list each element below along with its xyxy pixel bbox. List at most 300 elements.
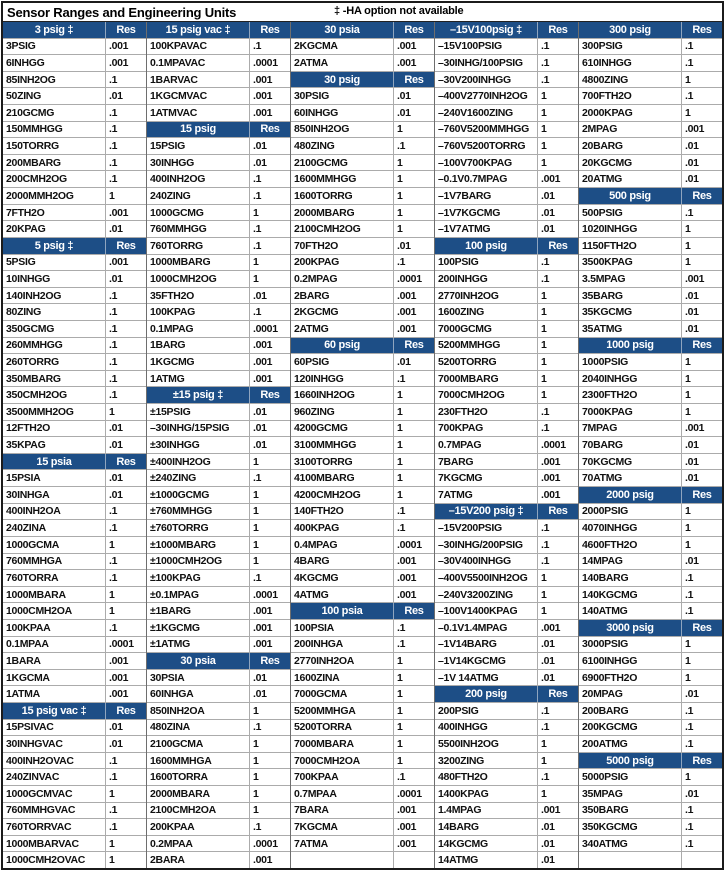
res-cell: 1 — [540, 289, 547, 302]
table-row — [579, 602, 722, 619]
range-cell: 0.7MPAG — [435, 437, 538, 453]
range-cell: 2000MBARA — [147, 786, 250, 802]
range-cell: 2ATMG — [291, 321, 394, 337]
table-row — [291, 121, 434, 138]
range-cell: 6100INHGG — [579, 653, 682, 669]
table-row — [435, 121, 578, 138]
res-cell: 1 — [684, 638, 691, 651]
table-row — [291, 569, 434, 586]
table-row — [147, 636, 290, 653]
table-row — [3, 287, 146, 304]
res-cell: .001 — [252, 90, 273, 103]
range-cell: 4600FTH2O — [579, 537, 682, 553]
table-row — [291, 503, 434, 520]
range-cell: 2100CMH2OA — [147, 803, 250, 819]
table-row — [579, 420, 722, 437]
range-cell: –0.1V0.7MPAG — [435, 171, 538, 187]
table-row — [579, 170, 722, 187]
table-row — [3, 636, 146, 653]
section-header-row — [579, 187, 722, 204]
range-cell: 0.7MPAA — [291, 786, 394, 802]
range-cell: 70ATMG — [579, 470, 682, 486]
table-row — [147, 370, 290, 387]
range-cell: ±0.1MPAG — [147, 587, 250, 603]
section-header-label: 500 psig — [579, 188, 682, 204]
range-cell: 1400KPAG — [435, 786, 538, 802]
range-cell: –15V100PSIG — [435, 39, 538, 55]
table-row — [579, 303, 722, 320]
res-header-label: Res — [548, 239, 568, 252]
table-row — [291, 370, 434, 387]
range-cell: 1000GCMA — [3, 537, 106, 553]
table-row — [147, 54, 290, 71]
res-cell: .1 — [252, 40, 262, 53]
range-cell: ±1KGCMG — [147, 620, 250, 636]
res-cell: .1 — [108, 355, 118, 368]
range-cell: 80ZING — [3, 304, 106, 320]
table-row — [435, 719, 578, 736]
table-row — [147, 204, 290, 221]
range-cell: 200ATMG — [579, 736, 682, 752]
table-row — [291, 303, 434, 320]
range-cell: 2770INH2OG — [435, 288, 538, 304]
res-cell: 1 — [252, 522, 259, 535]
table-row — [291, 87, 434, 104]
range-cell: 700KPAG — [435, 421, 538, 437]
table-row — [291, 835, 434, 852]
table-row — [435, 54, 578, 71]
table-row — [147, 353, 290, 370]
table-row — [579, 503, 722, 520]
table-row — [579, 536, 722, 553]
range-cell: –1V7BARG — [435, 188, 538, 204]
table-row — [579, 220, 722, 237]
table-row — [3, 768, 146, 785]
table-row — [435, 619, 578, 636]
res-cell: 1 — [396, 439, 403, 452]
range-cell: 400INH2OA — [3, 504, 106, 520]
res-cell: 1 — [108, 405, 115, 418]
res-header-label: Res — [548, 688, 568, 701]
res-header-label: Res — [692, 189, 712, 202]
table-row — [435, 586, 578, 603]
res-cell: .1 — [684, 57, 694, 70]
table-row — [147, 337, 290, 354]
table-row — [147, 403, 290, 420]
res-cell: .001 — [108, 671, 129, 684]
range-cell: 1150FTH2O — [579, 238, 682, 254]
range-cell: 15PSIG — [147, 138, 250, 154]
range-cell: 150MMHGG — [3, 122, 106, 138]
res-cell: 1 — [540, 322, 547, 335]
table-row — [579, 768, 722, 785]
res-cell: .001 — [396, 571, 417, 584]
table-row — [579, 104, 722, 121]
table-row — [435, 38, 578, 55]
res-header-label: Res — [116, 455, 136, 468]
res-cell: .01 — [252, 140, 267, 153]
range-cell: 2000KPAG — [579, 105, 682, 121]
res-cell: 1 — [684, 654, 691, 667]
range-cell: ±1000CMH2OG — [147, 554, 250, 570]
range-cell: 12FTH2O — [3, 421, 106, 437]
section-header-label: 30 psia — [147, 653, 250, 669]
table-row — [435, 652, 578, 669]
res-cell: 1 — [684, 106, 691, 119]
table-row — [435, 785, 578, 802]
res-cell: .001 — [396, 40, 417, 53]
res-cell: .01 — [108, 472, 123, 485]
table-row — [579, 735, 722, 752]
res-cell: .1 — [684, 90, 694, 103]
res-cell: .1 — [252, 721, 262, 734]
res-cell: .001 — [252, 339, 273, 352]
res-cell: .001 — [540, 455, 561, 468]
table-row — [579, 87, 722, 104]
res-cell: .01 — [540, 189, 555, 202]
res-cell: .0001 — [252, 588, 278, 601]
table-row — [579, 669, 722, 686]
range-cell: 2100CMH2OG — [291, 221, 394, 237]
range-cell: 50ZING — [3, 88, 106, 104]
range-cell: 7000KPAG — [579, 404, 682, 420]
table-row — [435, 486, 578, 503]
res-cell: .001 — [396, 322, 417, 335]
range-cell: 60INHGA — [147, 686, 250, 702]
range-cell: 4ATMG — [291, 587, 394, 603]
res-cell: 1 — [540, 389, 547, 402]
range-cell: 14ATMG — [435, 852, 538, 868]
range-cell: 35KGCMG — [579, 304, 682, 320]
range-cell: ±30INHGG — [147, 437, 250, 453]
res-header-label: Res — [548, 23, 568, 36]
res-header-label: Res — [260, 23, 280, 36]
res-cell: .1 — [540, 256, 550, 269]
range-cell: 350CMH2OG — [3, 387, 106, 403]
res-header-label: Res — [404, 23, 424, 36]
table-row — [147, 735, 290, 752]
table-row — [291, 38, 434, 55]
section-header-row — [291, 602, 434, 619]
range-cell: 1000GCMG — [147, 205, 250, 221]
range-cell: –30V400INHGG — [435, 554, 538, 570]
range-cell: 700FTH2O — [579, 88, 682, 104]
range-cell: 240ZINA — [3, 520, 106, 536]
range-cell: 3.5MPAG — [579, 271, 682, 287]
range-cell: 6INHGG — [3, 55, 106, 71]
range-cell: 760MMHGVAC — [3, 803, 106, 819]
section-header-label: 2000 psig — [579, 487, 682, 503]
res-cell: .01 — [252, 289, 267, 302]
res-cell: .0001 — [540, 439, 566, 452]
range-cell: 2000MBARG — [291, 205, 394, 221]
res-cell: .01 — [252, 688, 267, 701]
range-cell: 30PSIA — [147, 670, 250, 686]
section-header-label: 100 psia — [291, 603, 394, 619]
range-cell: 200PSIG — [435, 703, 538, 719]
column-group — [578, 22, 722, 868]
table-row — [291, 220, 434, 237]
range-cell: 15PSIA — [3, 470, 106, 486]
section-header-label: 5000 psig — [579, 753, 682, 769]
range-cell: 140KGCMG — [579, 587, 682, 603]
table-row — [3, 569, 146, 586]
table-row — [291, 386, 434, 403]
table-row — [3, 536, 146, 553]
range-cell: 200KPAG — [291, 255, 394, 271]
range-cell: –400V5500INH2OG — [435, 570, 538, 586]
table-row — [579, 586, 722, 603]
res-cell: .001 — [252, 355, 273, 368]
res-cell: .1 — [684, 738, 694, 750]
res-cell: .1 — [108, 140, 118, 153]
res-cell: .1 — [684, 821, 694, 834]
range-cell: –100V700KPAG — [435, 155, 538, 171]
range-cell: 15PSIVAC — [3, 720, 106, 736]
res-cell: .1 — [396, 771, 406, 784]
column-group — [434, 22, 578, 868]
table-row — [579, 386, 722, 403]
range-cell: 35KPAG — [3, 437, 106, 453]
range-cell: 1000MBARVAC — [3, 836, 106, 852]
range-cell: 0.1MPAVAC — [147, 55, 250, 71]
range-cell: 850INH2OG — [291, 122, 394, 138]
res-cell: .1 — [396, 638, 406, 651]
table-row — [579, 636, 722, 653]
range-cell: 20KPAG — [3, 221, 106, 237]
range-cell: 30INHGG — [147, 155, 250, 171]
table-row — [435, 752, 578, 769]
table-row — [147, 669, 290, 686]
table-row — [147, 254, 290, 271]
res-cell: 1 — [540, 738, 547, 750]
table-row — [291, 54, 434, 71]
table-row — [435, 337, 578, 354]
range-cell: 30PSIG — [291, 88, 394, 104]
table-row — [147, 137, 290, 154]
table-row — [3, 254, 146, 271]
res-cell: .01 — [252, 405, 267, 418]
table-row — [435, 303, 578, 320]
page-title: Sensor Ranges and Engineering Units — [7, 4, 237, 20]
res-cell: 1 — [396, 173, 403, 186]
range-cell: 1020INHGG — [579, 221, 682, 237]
table-row — [291, 104, 434, 121]
table-row — [579, 702, 722, 719]
res-cell: .1 — [108, 522, 118, 535]
table-row — [291, 204, 434, 221]
res-cell: 1 — [396, 389, 403, 402]
res-cell: .1 — [108, 73, 118, 86]
res-cell: 1 — [540, 123, 547, 136]
table-row — [291, 719, 434, 736]
range-cell: 70KGCMG — [579, 454, 682, 470]
res-cell: .01 — [540, 223, 555, 236]
range-cell: 1600ZING — [435, 304, 538, 320]
section-header-label: –15V100psig ‡ — [435, 22, 538, 38]
res-cell: .001 — [252, 73, 273, 86]
range-cell: 1BARA — [3, 653, 106, 669]
range-cell: 3PSIG — [3, 39, 106, 55]
range-cell: 240ZING — [147, 188, 250, 204]
section-header-label: 15 psig vac ‡ — [3, 703, 106, 719]
res-cell: 1 — [252, 771, 259, 784]
range-cell: ±760TORRG — [147, 520, 250, 536]
table-row — [3, 818, 146, 835]
range-cell: –1V14BARG — [435, 637, 538, 653]
table-row — [435, 636, 578, 653]
range-cell: 0.1MPAG — [147, 321, 250, 337]
column-group — [290, 22, 434, 868]
res-cell: .001 — [252, 638, 273, 651]
table-row — [435, 802, 578, 819]
section-header-row — [147, 22, 290, 38]
table-row — [147, 104, 290, 121]
res-cell: .0001 — [108, 638, 134, 651]
table-row — [435, 519, 578, 536]
range-cell: 1000CMH2OG — [147, 271, 250, 287]
res-cell: 1 — [684, 239, 691, 252]
range-cell: 340ATMG — [579, 836, 682, 852]
range-cell: 140ATMG — [579, 603, 682, 619]
range-cell: 5500INH2OG — [435, 736, 538, 752]
range-cell: 4800ZING — [579, 72, 682, 88]
range-cell: ±240ZING — [147, 470, 250, 486]
table-row — [579, 785, 722, 802]
range-cell: 480FTH2O — [435, 769, 538, 785]
res-cell: .001 — [252, 621, 273, 634]
table-row — [291, 353, 434, 370]
table-row — [147, 486, 290, 503]
table-row — [291, 586, 434, 603]
res-cell: .001 — [108, 256, 129, 269]
res-cell: 1 — [252, 206, 259, 219]
table-row — [579, 403, 722, 420]
range-cell: 2BARG — [291, 288, 394, 304]
table-row — [147, 270, 290, 287]
range-cell: 480ZING — [291, 138, 394, 154]
res-cell: .001 — [684, 272, 705, 285]
table-row — [435, 187, 578, 204]
range-cell: 85INH2OG — [3, 72, 106, 88]
range-cell: –0.1V1.4MPAG — [435, 620, 538, 636]
res-cell: .1 — [684, 837, 694, 850]
range-cell: –760V5200TORRG — [435, 138, 538, 154]
res-header-label: Res — [260, 123, 280, 136]
res-cell: .01 — [684, 306, 699, 319]
range-cell: 400INH2OG — [147, 171, 250, 187]
section-header-row — [435, 503, 578, 520]
res-cell: 1 — [252, 256, 259, 269]
res-cell: 1 — [252, 505, 259, 518]
res-header-label: Res — [404, 605, 424, 618]
table-row — [147, 619, 290, 636]
res-cell: 1 — [684, 505, 691, 518]
res-cell: 1 — [396, 156, 403, 169]
res-cell: .1 — [684, 721, 694, 734]
section-header-row — [579, 752, 722, 769]
range-cell: 0.4MPAG — [291, 537, 394, 553]
table-row — [435, 818, 578, 835]
range-cell: 200INHGA — [291, 637, 394, 653]
res-cell: 1 — [540, 355, 547, 368]
section-header-row — [147, 652, 290, 669]
table-row — [291, 287, 434, 304]
res-cell: 1 — [252, 754, 259, 767]
res-cell: .1 — [108, 322, 118, 335]
res-cell: 1 — [396, 405, 403, 418]
res-cell: .1 — [396, 522, 406, 535]
table-row — [291, 453, 434, 470]
res-cell: 1 — [540, 90, 547, 103]
range-cell: 400KPAG — [291, 520, 394, 536]
table-row — [291, 137, 434, 154]
res-cell: .1 — [108, 771, 118, 784]
range-cell: –400V2770INH2OG — [435, 88, 538, 104]
table-row — [435, 287, 578, 304]
res-cell: .01 — [684, 156, 699, 169]
table-row — [3, 486, 146, 503]
table-row — [3, 469, 146, 486]
res-cell: .001 — [396, 804, 417, 817]
res-cell: .001 — [108, 40, 129, 53]
range-cell: –30V200INHGG — [435, 72, 538, 88]
res-cell: .001 — [540, 488, 561, 501]
section-header-label: 15 psig vac ‡ — [147, 22, 250, 38]
range-cell: 4100MBARG — [291, 470, 394, 486]
range-cell: 20ATMG — [579, 171, 682, 187]
res-cell: .1 — [540, 555, 550, 568]
range-cell: 2KGCMG — [291, 304, 394, 320]
range-cell: –240V1600ZING — [435, 105, 538, 121]
range-cell: 610INHGG — [579, 55, 682, 71]
res-cell: .01 — [252, 422, 267, 435]
res-cell: .001 — [252, 372, 273, 385]
table-row — [291, 486, 434, 503]
res-header-label: Res — [260, 654, 280, 667]
range-cell: 5000PSIG — [579, 769, 682, 785]
section-header-row — [147, 386, 290, 403]
table-row — [579, 38, 722, 55]
section-header-label: 200 psig — [435, 686, 538, 702]
res-cell: .001 — [108, 688, 129, 701]
range-cell: 10INHGG — [3, 271, 106, 287]
table-row — [291, 702, 434, 719]
range-cell: 5200MMHGG — [435, 338, 538, 354]
res-cell: .001 — [252, 106, 273, 119]
range-cell: 7000CMH2OA — [291, 753, 394, 769]
table-row — [147, 220, 290, 237]
table-row — [579, 370, 722, 387]
section-header-label: 1000 psig — [579, 338, 682, 354]
res-cell: .01 — [540, 654, 555, 667]
section-header-label: 15 psia — [3, 454, 106, 470]
res-cell: .001 — [684, 123, 705, 136]
table-row — [291, 785, 434, 802]
range-cell: 2040INHGG — [579, 371, 682, 387]
range-cell: 3500KPAG — [579, 255, 682, 271]
table-row — [291, 735, 434, 752]
range-cell: 1600ZINA — [291, 670, 394, 686]
res-cell: .1 — [108, 621, 118, 634]
section-header-label: 30 psig — [291, 72, 394, 88]
range-cell: 1.4MPAG — [435, 803, 538, 819]
table-row — [147, 602, 290, 619]
ha-option-note: ‡ -HA option not available — [334, 5, 464, 17]
range-cell: 35BARG — [579, 288, 682, 304]
table-row — [3, 403, 146, 420]
empty-row — [579, 851, 722, 868]
